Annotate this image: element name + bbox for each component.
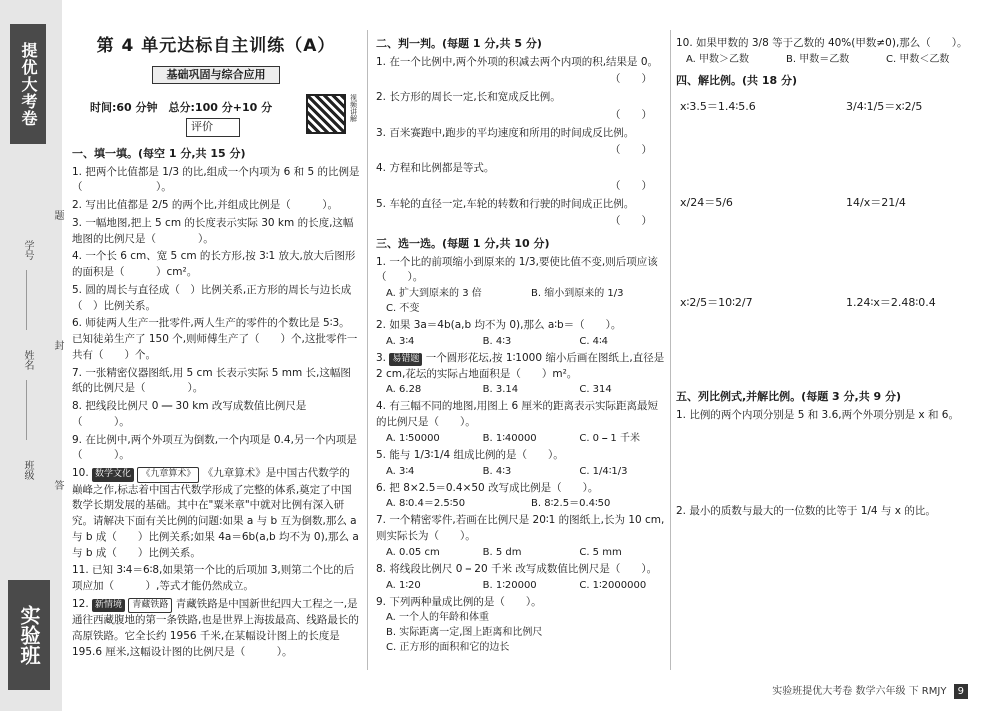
judge-q2: 2. 长方形的周长一定,长和宽成反比例。 — [376, 91, 561, 103]
option-c[interactable]: C. 5 mm — [579, 546, 622, 558]
tag-error-prone: 易错题 — [389, 353, 422, 367]
option-a[interactable]: A. 3∶4 — [386, 465, 415, 477]
student-name-line — [26, 380, 27, 440]
seal-char-2: 封 — [52, 340, 63, 350]
student-name-label: 姓名 — [22, 350, 33, 370]
option-b[interactable]: B. 3.14 — [482, 384, 519, 396]
class-label: 班级 — [22, 460, 33, 480]
equation-4: 14/x＝21/4 — [846, 196, 906, 210]
fill-q3: 3. 一幅地图,把上 5 cm 的长度表示实际 30 km 的长度,这幅地图的比例尺是（ ）。 — [72, 216, 354, 245]
page-number: 9 — [954, 684, 968, 699]
choose-q6: 6. 把 8×2.5＝0.4×50 改写成比例是（ ）。 — [376, 481, 599, 494]
footer-text: 实验班提优大考卷 数学六年级 下 RMJY — [772, 686, 947, 697]
fill-q11: 11. 已知 3∶4＝6∶8,如果第一个比的后项加 3,则第二个比的后项应加（ ）,等式才能仍然成立。 — [72, 564, 355, 592]
choose-q3-text: 一个圆形花坛,按 1∶1000 缩小后画在图纸上,直径是 2 cm,花坛的实际占地面积是（ ）m²。 — [376, 351, 665, 380]
judge-q2-answer[interactable]: （ ） — [610, 108, 652, 121]
choose-q7: 7. 一个精密零件,若画在比例尺是 20∶1 的图纸上,长为 10 cm,则实际长为（ ）。 — [376, 514, 665, 542]
tag-railway: 青藏铁路 — [128, 598, 172, 614]
option-b[interactable]: B. 8∶2.5＝0.4∶50 — [531, 498, 611, 510]
page-subtitle: 基础巩固与综合应用 — [152, 66, 280, 85]
choose-q3-options — [386, 382, 666, 397]
option-a[interactable]: A. 1∶20 — [386, 579, 421, 591]
equation-6: 1.24∶x＝2.48∶0.4 — [846, 296, 936, 310]
fill-q4: 4. 一个长 6 cm、宽 5 cm 的长方形,按 3∶1 放大,放大后图形的面积是（ ）cm²。 — [72, 250, 356, 278]
option-c[interactable]: C. 314 — [579, 384, 612, 396]
option-a[interactable]: A. 扩大到原来的 3 倍 — [386, 288, 482, 299]
judge-q1-answer[interactable]: （ ） — [610, 73, 652, 86]
fill-q7: 7. 一张精密仪器图纸,用 5 cm 长表示实际 5 mm 长,这幅图纸的比例尺是（ ）。 — [72, 366, 351, 395]
fill-q6: 6. 师徒两人生产一批零件,两人生产的零件的个数比是 5∶3。已知徒弟生产了 150 个,则师傅生产了（ ）个,这批零件一共有（ ）个。 — [72, 317, 358, 361]
judge-q4: 4. 方程和比例都是等式。 — [376, 162, 495, 174]
student-id-line — [26, 270, 27, 330]
option-a[interactable]: A. 6.28 — [386, 384, 422, 396]
fill-q10: 10. 数学文化 《九章算术》 《九章算术》是中国古代数学的巅峰之作,标志着中国古代数学形成了完整的体系,奠定了中国数学长期发展的基础。其中在"粟米章"中就对比例有深入研究。请解决下面有关比例的问题:如果 a 与 b 互为倒数,那么 a 与 b 成（ ）比例关系;如果 4a＝6b(a,b 均不为 0),那么 a 与 b 成（ ）比例关系。 — [72, 467, 359, 559]
fill-q5: 5. 圆的周长与直径成（ ）比例关系,正方形的周长与边长成（ ）比例关系。 — [72, 283, 352, 312]
choose-q8: 8. 将线段比例尺 0 ⎯ 20 千米 改写成数值比例尺是（ ）。 — [376, 562, 658, 575]
option-b[interactable]: B. 1∶20000 — [482, 579, 537, 591]
column-middle — [376, 30, 666, 655]
choose-q4-options — [386, 431, 666, 446]
choose-q9: 9. 下列两种量成比例的是（ ）。 — [376, 595, 542, 608]
fill-q8: 8. 把线段比例尺 0 ⎯⎯ 30 km 改写成数值比例尺是（ ）。 — [72, 400, 307, 428]
section-word-heading: 五、列比例式,并解比例。(每题 3 分,共 9 分) — [676, 390, 902, 404]
choose-q2: 2. 如果 3a＝4b(a,b 均不为 0),那么 a∶b＝（ ）。 — [376, 319, 622, 331]
fill-q1: 1. 把两个比值都是 1/3 的比,组成一个内项为 6 和 5 的比例是（ ）。 — [72, 165, 360, 194]
qr-label: 视频讲解 — [349, 94, 358, 122]
option-c[interactable]: C. 0 ⎯ 1 千米 — [579, 432, 640, 444]
choose-q10-options — [686, 52, 976, 67]
answer-space-1 — [676, 424, 976, 502]
judge-q3-answer[interactable]: （ ） — [610, 144, 652, 157]
seal-char-1: 题 — [52, 210, 63, 220]
qr-code-icon[interactable] — [306, 94, 346, 134]
choose-q7-options — [386, 545, 666, 560]
option-c[interactable]: C. 1/4∶1/3 — [579, 465, 628, 477]
seal-char-3: 答 — [52, 480, 63, 490]
equation-2: 3/4∶1/5＝x∶2/5 — [846, 100, 923, 114]
column-divider-2 — [670, 30, 671, 670]
meta-row — [72, 94, 360, 140]
option-a[interactable]: A. 0.05 cm — [386, 546, 440, 558]
judge-q5: 5. 车轮的直径一定,车轮的转数和行驶的时间成正比例。 — [376, 197, 635, 210]
choose-q4: 4. 有三幅不同的地图,用图上 6 厘米的距离表示实际距离最短的比例尺是（ ）。 — [376, 400, 659, 428]
option-b[interactable]: B. 实际距离一定,图上距离和比例尺 — [386, 627, 543, 639]
fill-q12-text: 青藏铁路是中国新世纪四大工程之一,是通往西藏腹地的第一条铁路,也是世界上海拔最高、线路最长的高原铁路。它全长约 1956 千米,在某幅设计图上的长度是 195.6 厘米,这幅设计图的比例尺是（ ）。 — [72, 597, 359, 658]
equation-3: x/24＝5/6 — [680, 196, 733, 210]
choose-q1-options — [386, 286, 666, 301]
brand-logo-top: 提优大考卷 — [10, 24, 46, 144]
choose-q1: 1. 一个比的前项缩小到原来的 1/3,要使比值不变,则后项应该（ ）。 — [376, 255, 658, 284]
fill-q10-text: 《九章算术》是中国古代数学的巅峰之作,标志着中国古代数学形成了完整的体系,奠定了中国数学长期发展的基础。其中在"粟米章"中就对比例有深入研究。请解决下面有关比例的问题:如果 a 与 b 互为倒数,那么 a 与 b 成（ ）比例关系;如果 4a＝6b(a,b 均不为 0),那么 a 与 b 成（ ）比例关系。 — [72, 467, 359, 559]
tag-math-culture: 数学文化 — [92, 468, 134, 482]
option-b[interactable]: B. 甲数＝乙数 — [786, 53, 850, 65]
option-a[interactable]: A. 1∶50000 — [386, 432, 440, 444]
equation-1: x∶3.5＝1.4∶5.6 — [680, 100, 756, 114]
section-judge-heading: 二、判一判。(每题 1 分,共 5 分) — [376, 37, 542, 50]
equation-grid — [676, 95, 976, 365]
evaluation-box: 评价 — [186, 118, 240, 137]
section-choose-heading: 三、选一选。(每题 1 分,共 10 分) — [376, 237, 550, 250]
column-divider-1 — [367, 30, 368, 670]
option-b[interactable]: B. 5 dm — [482, 546, 522, 558]
choose-q8-options — [386, 578, 666, 593]
choose-q3: 3. 易错题 一个圆形花坛,按 1∶1000 缩小后画在图纸上,直径是 2 cm,花坛的实际占地面积是（ ）m²。 — [376, 351, 665, 380]
page-footer — [772, 684, 968, 699]
section-solve-heading: 四、解比例。(共 18 分) — [676, 73, 798, 87]
choose-q10: 10. 如果甲数的 3/8 等于乙数的 40%(甲数≠0),那么（ ）。 — [676, 37, 968, 49]
judge-q1: 1. 在一个比例中,两个外项的积减去两个内项的积,结果是 0。 — [376, 55, 659, 68]
word-q1: 1. 比例的两个内项分别是 5 和 3.6,两个外项分别是 x 和 6。 — [676, 408, 959, 421]
choose-q5-options — [386, 464, 666, 479]
option-b[interactable]: B. 1∶40000 — [482, 432, 537, 444]
column-right — [676, 30, 976, 519]
choose-q5: 5. 能与 1/3∶1/4 组成比例的是（ ）。 — [376, 448, 564, 461]
option-a[interactable]: A. 甲数＞乙数 — [686, 53, 750, 65]
student-id-label: 学号 — [22, 240, 33, 260]
brand-logo-bottom: 实验班 — [8, 580, 50, 690]
judge-q3: 3. 百米赛跑中,跑步的平均速度和所用的时间成反比例。 — [376, 126, 635, 139]
tag-jiuzhang: 《九章算术》 — [137, 467, 199, 483]
fill-q12: 12. 新情境 青藏铁路 青藏铁路是中国新世纪四大工程之一,是通往西藏腹地的第一条铁路,也是世界上海拔最高、线路最长的高原铁路。它全长约 1956 千米,在某幅设计图上的长度是 195.6 厘米,这幅设计图的比例尺是（ ）。 — [72, 597, 359, 658]
option-b[interactable]: B. 4∶3 — [482, 335, 512, 347]
page-title: 第 4 单元达标自主训练（A） — [96, 36, 336, 56]
time-score-info: 时间:60 分钟 总分:100 分+10 分 — [90, 101, 273, 114]
equation-5: x∶2/5＝10∶2/7 — [680, 296, 753, 310]
option-c[interactable]: C. 不变 — [386, 303, 420, 314]
option-c[interactable]: C. 甲数＜乙数 — [886, 53, 950, 65]
option-a[interactable]: A. 8∶0.4＝2.5∶50 — [386, 498, 466, 510]
left-sidebar — [0, 0, 62, 711]
tag-new-context: 新情境 — [92, 599, 125, 613]
option-b[interactable]: B. 缩小到原来的 1/3 — [531, 288, 624, 299]
option-b[interactable]: B. 4∶3 — [482, 465, 512, 477]
option-c[interactable]: C. 正方形的面积和它的边长 — [386, 642, 510, 654]
section-fill-heading: 一、填一填。(每空 1 分,共 15 分) — [72, 147, 246, 160]
fill-q2: 2. 写出比值都是 2/5 的两个比,并组成比例是（ ）。 — [72, 199, 339, 211]
judge-q5-answer[interactable]: （ ） — [610, 215, 652, 228]
option-a[interactable]: A. 3∶4 — [386, 335, 415, 347]
option-c[interactable]: C. 4∶4 — [579, 335, 609, 347]
option-a[interactable]: A. 一个人的年龄和体重 — [386, 612, 490, 624]
fill-q9: 9. 在比例中,两个外项互为倒数,一个内项是 0.4,另一个内项是（ ）。 — [72, 433, 357, 462]
choose-q6-options — [386, 496, 666, 511]
word-q2: 2. 最小的质数与最大的一位数的比等于 1/4 与 x 的比。 — [676, 504, 936, 517]
option-c[interactable]: C. 1∶2000000 — [579, 579, 647, 591]
choose-q2-options — [386, 334, 666, 349]
judge-q4-answer[interactable]: （ ） — [610, 179, 652, 192]
student-info-strip — [20, 200, 63, 520]
column-left — [72, 30, 360, 661]
